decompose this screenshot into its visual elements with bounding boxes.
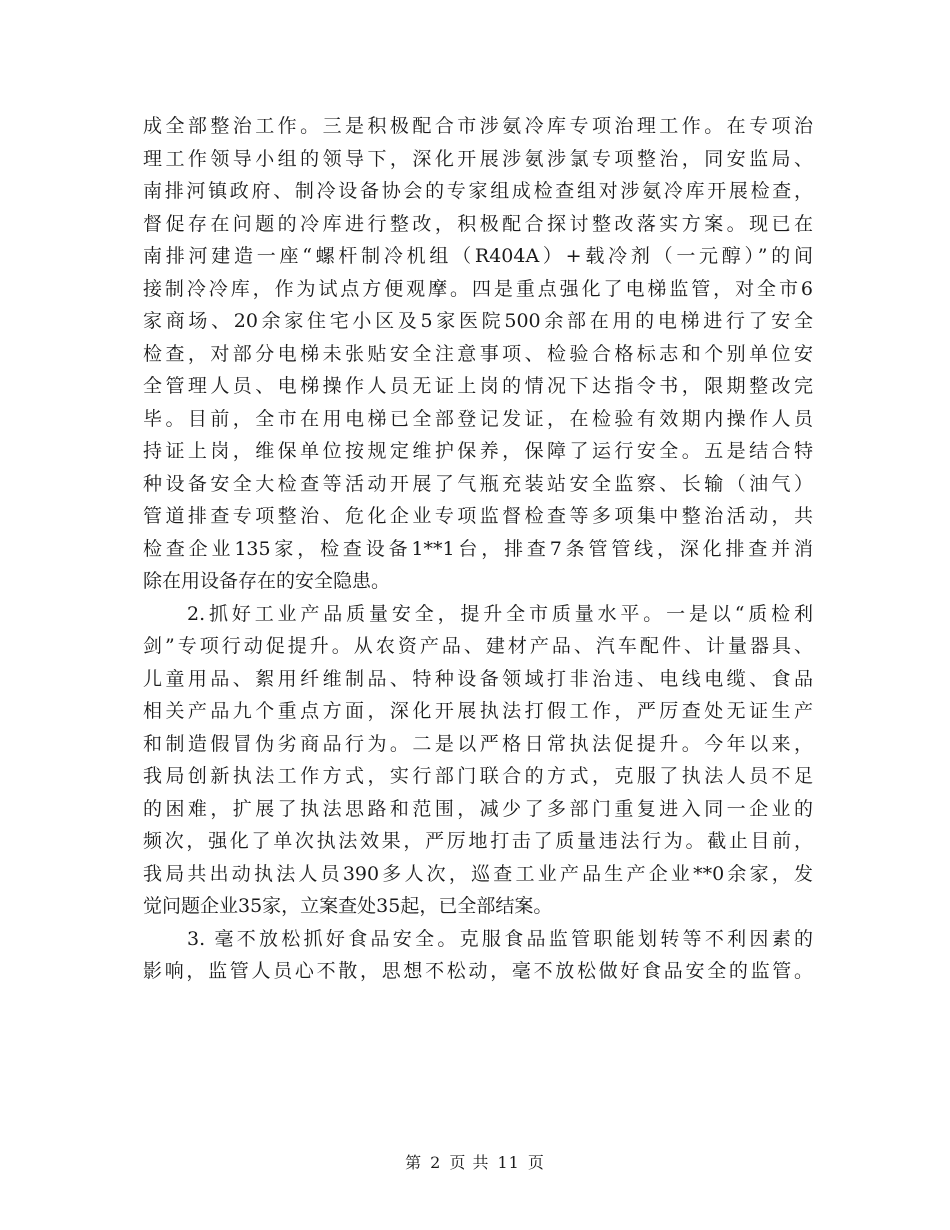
- text-line: 持证上岗，维保单位按规定维护保养，保障了运行安全。五是结合特: [143, 440, 813, 462]
- text-line: 家商场、20余家住宅小区及5家医院500余部在用的电梯进行了安全: [143, 310, 813, 332]
- text-line: 管道排查专项整治、危化企业专项监督检查等多项集中整治活动，共: [143, 505, 813, 527]
- total-pages: 11: [497, 1153, 520, 1172]
- text-line: 3. 毫不放松抓好食品安全。克服食品监管职能划转等不利因素的: [187, 927, 813, 950]
- footer-prefix: 第: [405, 1153, 423, 1172]
- text-line: 2.抓好工业产品质量安全，提升全市质量水平。一是以“质检利: [187, 602, 813, 625]
- text-line: 接制冷冷库，作为试点方便观摩。四是重点强化了电梯监管，对全市6: [143, 277, 813, 300]
- text-line: 督促存在问题的冷库进行整改，积极配合探讨整改落实方案。现已在: [143, 212, 813, 235]
- text-line: 检查企业135家，检查设备1**1台，排查7条管管线，深化排查并消: [143, 537, 813, 560]
- text-line: 南排河建造一座“螺杆制冷机组（R404A）+载冷剂（一元醇）”的间: [143, 245, 813, 267]
- text-line: 理工作领导小组的领导下，深化开展涉氨涉氯专项整治，同安监局、: [143, 147, 813, 170]
- text-line: 和制造假冒伪劣商品行为。二是以严格日常执法促提升。今年以来，: [143, 732, 813, 755]
- text-line: 南排河镇政府、制冷设备协会的专家组成检查组对涉氨冷库开展检查，: [143, 180, 813, 202]
- text-line: 我局共出动执法人员390多人次，巡查工业产品生产企业**0余家，发: [143, 862, 813, 885]
- text-line: 影响，监管人员心不散，思想不松动，毫不放松做好食品安全的监管。: [143, 960, 813, 982]
- text-line: 觉问题企业35家，立案查处35起，已全部结案。: [143, 895, 553, 917]
- text-line: 除在用设备存在的安全隐患。: [143, 570, 391, 592]
- page-number: 2: [430, 1153, 442, 1172]
- text-line: 全管理人员、电梯操作人员无证上岗的情况下达指令书，限期整改完: [143, 375, 813, 397]
- text-line: 检查，对部分电梯未张贴安全注意事项、检验合格标志和个别单位安: [143, 342, 813, 365]
- text-line: 相关产品九个重点方面，深化开展执法打假工作，严厉查处无证生产: [143, 700, 813, 722]
- text-line: 的困难，扩展了执法思路和范围，减少了多部门重复进入同一企业的: [143, 797, 813, 820]
- page-footer: [0, 1150, 950, 1173]
- text-line: 儿童用品、絮用纤维制品、特种设备领域打非治违、电线电缆、食品: [143, 667, 813, 690]
- text-line: 种设备安全大检查等活动开展了气瓶充装站安全监察、长输（油气）: [143, 472, 813, 495]
- text-line: 剑”专项行动促提升。从农资产品、建材产品、汽车配件、计量器具、: [143, 635, 813, 657]
- text-line: 成全部整治工作。三是积极配合市涉氨冷库专项治理工作。在专项治: [143, 115, 813, 137]
- text-line: 频次，强化了单次执法效果，严厉地打击了质量违法行为。截止目前，: [143, 830, 813, 852]
- body-text: [143, 110, 813, 988]
- text-line: 我局创新执法工作方式，实行部门联合的方式，克服了执法人员不足: [143, 765, 813, 787]
- text-line: 毕。目前，全市在用电梯已全部登记发证，在检验有效期内操作人员: [143, 407, 813, 430]
- footer-suffix: 页: [527, 1153, 545, 1172]
- footer-middle: 页 共: [449, 1153, 490, 1172]
